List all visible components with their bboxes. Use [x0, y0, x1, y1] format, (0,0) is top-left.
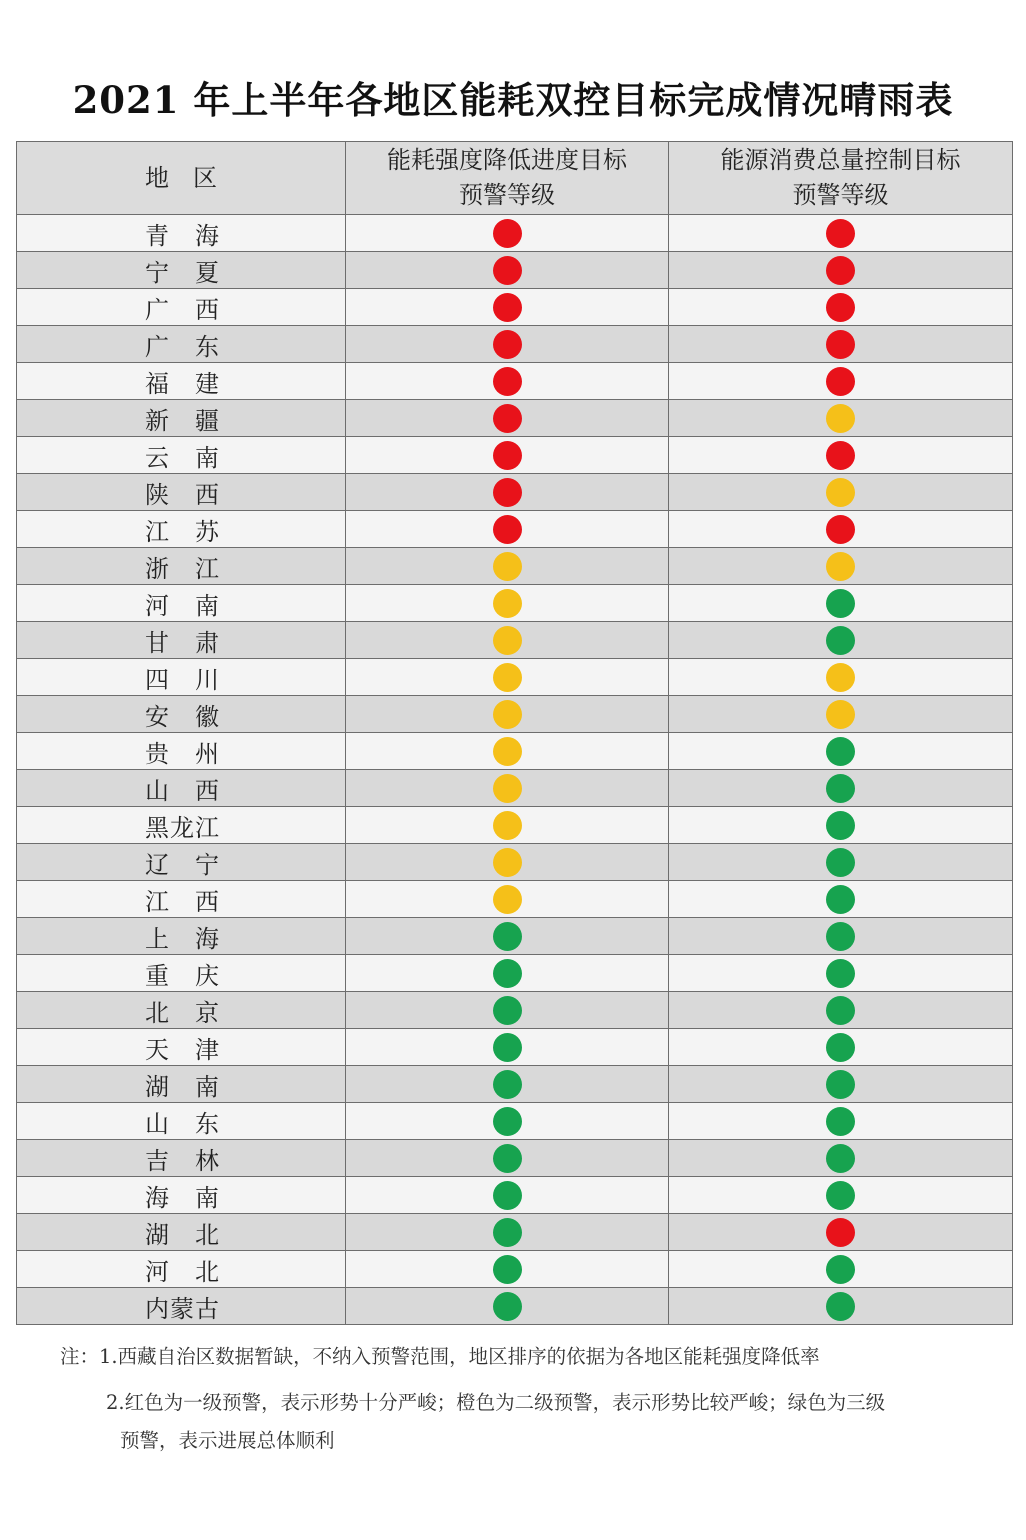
region-cell: 河 南 [17, 585, 346, 622]
green-warning-dot-icon [493, 1070, 522, 1099]
total-level-cell [669, 215, 1013, 252]
red-warning-dot-icon [826, 256, 855, 285]
red-warning-dot-icon [493, 256, 522, 285]
orange-warning-dot-icon [493, 589, 522, 618]
total-level-cell [669, 918, 1013, 955]
green-warning-dot-icon [826, 1255, 855, 1284]
region-cell: 河 北 [17, 1251, 346, 1288]
green-warning-dot-icon [493, 1107, 522, 1136]
total-level-cell [669, 1029, 1013, 1066]
orange-warning-dot-icon [826, 478, 855, 507]
intensity-level-cell [346, 992, 669, 1029]
green-warning-dot-icon [826, 848, 855, 877]
total-level-cell [669, 770, 1013, 807]
red-warning-dot-icon [493, 478, 522, 507]
intensity-level-cell [346, 585, 669, 622]
region-cell: 广 西 [17, 289, 346, 326]
table-row [17, 400, 1013, 437]
table-row [17, 1288, 1013, 1325]
table-row [17, 1029, 1013, 1066]
region-cell: 湖 南 [17, 1066, 346, 1103]
total-level-cell [669, 1103, 1013, 1140]
intensity-level-cell [346, 807, 669, 844]
intensity-level-cell [346, 918, 669, 955]
intensity-level-cell [346, 733, 669, 770]
region-cell: 浙 江 [17, 548, 346, 585]
total-header-line2: 预警等级 [792, 181, 889, 209]
intensity-level-cell [346, 659, 669, 696]
intensity-level-cell [346, 289, 669, 326]
total-level-cell [669, 659, 1013, 696]
intensity-level-cell [346, 215, 669, 252]
total-level-cell [669, 844, 1013, 881]
green-warning-dot-icon [493, 1292, 522, 1321]
table-row [17, 215, 1013, 252]
region-column-header: 地 区 [17, 142, 346, 215]
region-cell: 云 南 [17, 437, 346, 474]
table-row [17, 1177, 1013, 1214]
table-row [17, 696, 1013, 733]
table-row [17, 326, 1013, 363]
region-cell: 甘 肃 [17, 622, 346, 659]
red-warning-dot-icon [493, 441, 522, 470]
red-warning-dot-icon [493, 515, 522, 544]
green-warning-dot-icon [493, 959, 522, 988]
intensity-column-header [346, 142, 669, 215]
region-cell: 山 东 [17, 1103, 346, 1140]
table-row [17, 1066, 1013, 1103]
intensity-level-cell [346, 770, 669, 807]
table-row [17, 1214, 1013, 1251]
total-level-cell [669, 955, 1013, 992]
table-row [17, 992, 1013, 1029]
table-row [17, 844, 1013, 881]
intensity-level-cell [346, 252, 669, 289]
region-cell: 内蒙古 [17, 1288, 346, 1325]
region-cell: 宁 夏 [17, 252, 346, 289]
total-level-cell [669, 437, 1013, 474]
total-level-cell [669, 289, 1013, 326]
orange-warning-dot-icon [493, 811, 522, 840]
intensity-level-cell [346, 1029, 669, 1066]
red-warning-dot-icon [826, 293, 855, 322]
table-row [17, 881, 1013, 918]
region-cell: 青 海 [17, 215, 346, 252]
note-line-2: 2.红色为一级预警，表示形势十分严峻；橙色为二级预警，表示形势比较严峻；绿色为三级 [106, 1391, 886, 1414]
total-level-cell [669, 474, 1013, 511]
intensity-level-cell [346, 326, 669, 363]
total-level-cell [669, 585, 1013, 622]
total-level-cell [669, 511, 1013, 548]
table-row [17, 1140, 1013, 1177]
total-column-header [669, 142, 1013, 215]
region-cell: 新 疆 [17, 400, 346, 437]
green-warning-dot-icon [493, 1144, 522, 1173]
table-row [17, 918, 1013, 955]
table-row [17, 733, 1013, 770]
green-warning-dot-icon [826, 811, 855, 840]
green-warning-dot-icon [826, 1070, 855, 1099]
total-level-cell [669, 363, 1013, 400]
red-warning-dot-icon [493, 330, 522, 359]
region-cell: 湖 北 [17, 1214, 346, 1251]
table-body [17, 215, 1013, 1325]
total-level-cell [669, 696, 1013, 733]
orange-warning-dot-icon [493, 626, 522, 655]
region-cell: 海 南 [17, 1177, 346, 1214]
intensity-level-cell [346, 548, 669, 585]
intensity-level-cell [346, 1288, 669, 1325]
table-row [17, 548, 1013, 585]
total-level-cell [669, 881, 1013, 918]
orange-warning-dot-icon [493, 663, 522, 692]
green-warning-dot-icon [826, 1107, 855, 1136]
orange-warning-dot-icon [826, 700, 855, 729]
intensity-header-line2: 预警等级 [459, 181, 555, 209]
table-row [17, 659, 1013, 696]
table-row [17, 289, 1013, 326]
intensity-level-cell [346, 363, 669, 400]
intensity-level-cell [346, 844, 669, 881]
total-level-cell [669, 400, 1013, 437]
intensity-level-cell [346, 474, 669, 511]
orange-warning-dot-icon [493, 885, 522, 914]
region-cell: 天 津 [17, 1029, 346, 1066]
intensity-level-cell [346, 622, 669, 659]
intensity-level-cell [346, 955, 669, 992]
note-line-1: 注：1.西藏自治区数据暂缺，不纳入预警范围，地区排序的依据为各地区能耗强度降低率 [60, 1345, 820, 1368]
region-cell: 四 川 [17, 659, 346, 696]
red-warning-dot-icon [826, 1218, 855, 1247]
total-level-cell [669, 252, 1013, 289]
green-warning-dot-icon [493, 996, 522, 1025]
table-row [17, 770, 1013, 807]
region-cell: 陕 西 [17, 474, 346, 511]
intensity-level-cell [346, 1140, 669, 1177]
table-row [17, 1103, 1013, 1140]
region-cell: 贵 州 [17, 733, 346, 770]
green-warning-dot-icon [826, 922, 855, 951]
green-warning-dot-icon [826, 1033, 855, 1062]
green-warning-dot-icon [826, 1292, 855, 1321]
intensity-header-line1: 能耗强度降低进度目标 [387, 146, 627, 174]
red-warning-dot-icon [493, 293, 522, 322]
table-row [17, 437, 1013, 474]
total-level-cell [669, 1066, 1013, 1103]
region-cell: 山 西 [17, 770, 346, 807]
total-level-cell [669, 1214, 1013, 1251]
total-level-cell [669, 733, 1013, 770]
red-warning-dot-icon [826, 367, 855, 396]
total-header-line1: 能源消费总量控制目标 [720, 146, 961, 174]
region-cell: 安 徽 [17, 696, 346, 733]
table-row [17, 474, 1013, 511]
total-level-cell [669, 326, 1013, 363]
green-warning-dot-icon [826, 737, 855, 766]
table-row [17, 585, 1013, 622]
red-warning-dot-icon [493, 404, 522, 433]
total-level-cell [669, 1177, 1013, 1214]
intensity-level-cell [346, 881, 669, 918]
region-cell: 辽 宁 [17, 844, 346, 881]
intensity-level-cell [346, 1066, 669, 1103]
table-header-row [17, 142, 1013, 215]
region-cell: 黑龙江 [17, 807, 346, 844]
green-warning-dot-icon [493, 1218, 522, 1247]
orange-warning-dot-icon [493, 552, 522, 581]
green-warning-dot-icon [493, 1255, 522, 1284]
orange-warning-dot-icon [493, 700, 522, 729]
red-warning-dot-icon [826, 330, 855, 359]
region-cell: 吉 林 [17, 1140, 346, 1177]
page-title: 2021 年上半年各地区能耗双控目标完成情况晴雨表 [72, 78, 954, 122]
total-level-cell [669, 992, 1013, 1029]
green-warning-dot-icon [826, 626, 855, 655]
region-cell: 北 京 [17, 992, 346, 1029]
region-cell: 福 建 [17, 363, 346, 400]
total-level-cell [669, 1251, 1013, 1288]
warning-table [16, 141, 1013, 1325]
orange-warning-dot-icon [493, 737, 522, 766]
region-cell: 重 庆 [17, 955, 346, 992]
red-warning-dot-icon [493, 367, 522, 396]
green-warning-dot-icon [826, 774, 855, 803]
red-warning-dot-icon [826, 219, 855, 248]
total-level-cell [669, 622, 1013, 659]
green-warning-dot-icon [826, 885, 855, 914]
orange-warning-dot-icon [826, 663, 855, 692]
red-warning-dot-icon [493, 219, 522, 248]
orange-warning-dot-icon [826, 552, 855, 581]
green-warning-dot-icon [826, 589, 855, 618]
red-warning-dot-icon [826, 515, 855, 544]
intensity-level-cell [346, 511, 669, 548]
total-level-cell [669, 548, 1013, 585]
intensity-level-cell [346, 400, 669, 437]
region-cell: 江 苏 [17, 511, 346, 548]
table-row [17, 363, 1013, 400]
green-warning-dot-icon [493, 1033, 522, 1062]
total-level-cell [669, 807, 1013, 844]
total-level-cell [669, 1288, 1013, 1325]
green-warning-dot-icon [826, 959, 855, 988]
table-row [17, 622, 1013, 659]
table-row [17, 1251, 1013, 1288]
green-warning-dot-icon [493, 1181, 522, 1210]
table-row [17, 252, 1013, 289]
region-cell: 上 海 [17, 918, 346, 955]
intensity-level-cell [346, 1177, 669, 1214]
intensity-level-cell [346, 1214, 669, 1251]
table-row [17, 511, 1013, 548]
region-cell: 广 东 [17, 326, 346, 363]
table-row [17, 807, 1013, 844]
orange-warning-dot-icon [493, 774, 522, 803]
orange-warning-dot-icon [493, 848, 522, 877]
intensity-level-cell [346, 1251, 669, 1288]
intensity-level-cell [346, 696, 669, 733]
green-warning-dot-icon [826, 996, 855, 1025]
green-warning-dot-icon [826, 1144, 855, 1173]
green-warning-dot-icon [826, 1181, 855, 1210]
green-warning-dot-icon [493, 922, 522, 951]
total-level-cell [669, 1140, 1013, 1177]
note-line-3: 预警，表示进展总体顺利 [120, 1429, 335, 1452]
intensity-level-cell [346, 1103, 669, 1140]
region-cell: 江 西 [17, 881, 346, 918]
red-warning-dot-icon [826, 441, 855, 470]
intensity-level-cell [346, 437, 669, 474]
table-row [17, 955, 1013, 992]
orange-warning-dot-icon [826, 404, 855, 433]
notes-section [60, 1340, 1020, 1458]
